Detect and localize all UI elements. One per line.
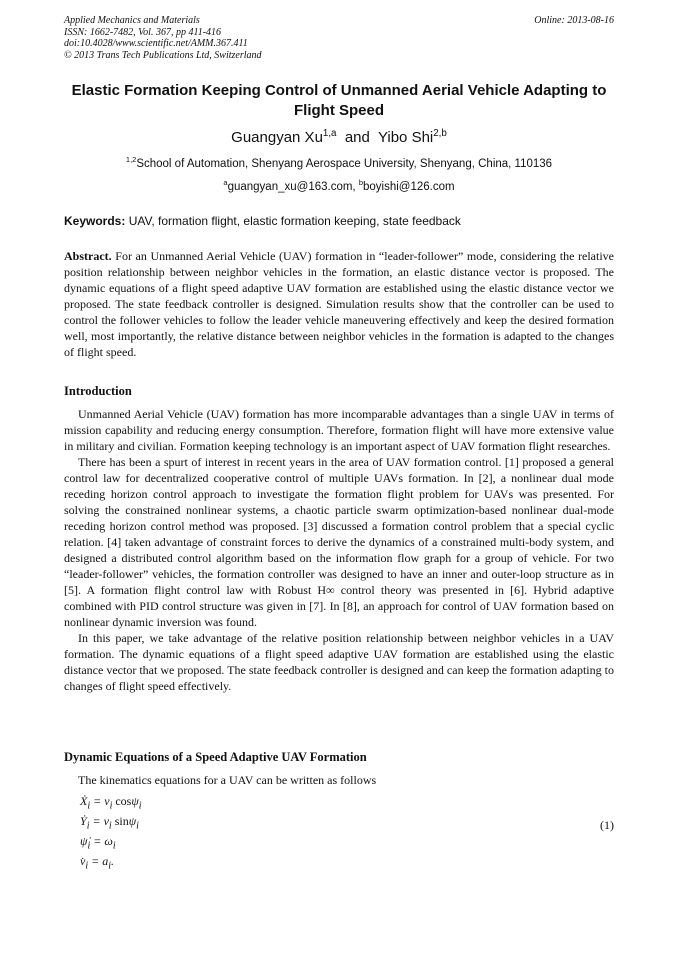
author-1: Guangyan Xu <box>231 129 323 146</box>
equation-x-dot: $Ẋ_i = v_i$ cosψ$_i$ <box>80 794 142 812</box>
journal-copyright: © 2013 Trans Tech Publications Ltd, Switzerland <box>64 49 262 61</box>
equation-number: (1) <box>600 818 614 832</box>
paper-title: Elastic Formation Keeping Control of Unmanned Aerial Vehicle Adapting to Flight Speed <box>71 82 607 119</box>
email-2: boyishi@126.com <box>362 181 455 193</box>
email-1-sup: a <box>223 178 228 188</box>
keywords-text: UAV, formation flight, elastic formation keeping, state feedback <box>128 214 461 228</box>
dynamics-body <box>64 772 614 788</box>
intro-paragraph-3: In this paper, we take advantage of the relative position relationship between neighbor vehicles in a UAV formation. The dynamic equations of a flight speed adaptive UAV formation are established using the elastic distance vector that we proposed. The state feedback controller is designed and can keep the formation adapting to changes of flight speed effectively. <box>64 631 614 693</box>
authors-line <box>0 128 678 148</box>
keywords-label: Keywords: <box>64 214 126 228</box>
equation-v-dot: $v̇_i = a_i$. <box>80 854 114 872</box>
affiliation-text: School of Automation, Shenyang Aerospace University, Shenyang, China, 110136 <box>136 158 553 170</box>
author-emails <box>0 179 678 195</box>
equation-psi-dot: $\psi̇_i = \omega_i$ <box>80 834 116 852</box>
abstract-text: For an Unmanned Aerial Vehicle (UAV) formation in “leader-follower” mode, considering the relative position relationship between neighbor vehicles in the formation, an elastic distance vector is proposed. The dynamic equations of a flight speed adaptive UAV formation are established using the elastic distance vector we proposed. The state feedback controller is designed. Simulation results show that the controller can be used to control the follower vehicles to follow the leader vehicle maneuvering effectively and keep the desired formation well, most importantly, the relative distance between neighbor vehicles in the formation is adapted to the changes of flight speed. <box>64 249 615 359</box>
section-heading-dynamics: Dynamic Equations of a Speed Adaptive UAV Formation <box>64 750 367 764</box>
email-2-sup: b <box>358 178 363 188</box>
abstract <box>64 248 614 360</box>
dynamics-paragraph-1: The kinematics equations for a UAV can be written as follows <box>78 773 377 787</box>
journal-issn: ISSN: 1662-7482, Vol. 367, pp 411-416 <box>64 26 222 38</box>
affiliation <box>0 156 678 172</box>
journal-name: Applied Mechanics and Materials <box>64 15 200 26</box>
introduction-body <box>64 406 614 694</box>
author-and: and <box>344 129 370 146</box>
section-heading-introduction: Introduction <box>64 384 132 398</box>
intro-paragraph-2: There has been a spurt of interest in recent years in the area of UAV formation control. [1] proposed a general control law for decentralized cooperative control of multiple UAVs formation. In [2], a nonlinear dual mode receding horizon control approach to investigate the formation flight problem for UAVs was presented. For solving the constrained nonlinear systems, a chaotic particle swarm optimization-based nonlinear dual-mode receding horizon control method was proposed. [3] discussed a formation control problem that a special cyclic relation. [4] taken advantage of constraint forces to derive the dynamics of a constrained multi-body system, and designed a distributed control algorithm based on the information flow graph for a group of vehicle. For two “leader-follower” vehicles, the formation controller was designed to have an inner and outer-loop structure as in [5]. A formation flight control law with Robust H∞ control theory was presented in [6]. Hybrid adaptive combined with PID control structure was given in [7]. In [8], an approach for control of UAV formation based on nonlinear dynamic inversion was found. <box>64 455 614 629</box>
online-date: Online: 2013-08-16 <box>534 15 614 26</box>
author-1-sup: 1,a <box>322 128 337 139</box>
abstract-label: Abstract. <box>64 249 112 263</box>
author-2: Yibo Shi <box>377 129 434 146</box>
keywords <box>64 214 614 229</box>
author-2-sup: 2,b <box>433 128 447 139</box>
journal-header <box>64 15 262 61</box>
intro-paragraph-1: Unmanned Aerial Vehicle (UAV) formation has more incomparable advantages than a single UAV in terms of mission capability and reducing energy consumption. Therefore, formation flight will have more extensive value in military and civilian. Formation keeping technology is an important aspect of UAV formation flight researches. <box>64 407 614 453</box>
email-1: guangyan_xu@163.com, <box>227 181 356 193</box>
affiliation-sup: 1,2 <box>125 155 137 165</box>
equation-y-dot: $Ẏ_i = v_i$ sinψ$_i$ <box>80 814 139 832</box>
journal-doi: doi:10.4028/www.scientific.net/AMM.367.411 <box>64 38 248 49</box>
